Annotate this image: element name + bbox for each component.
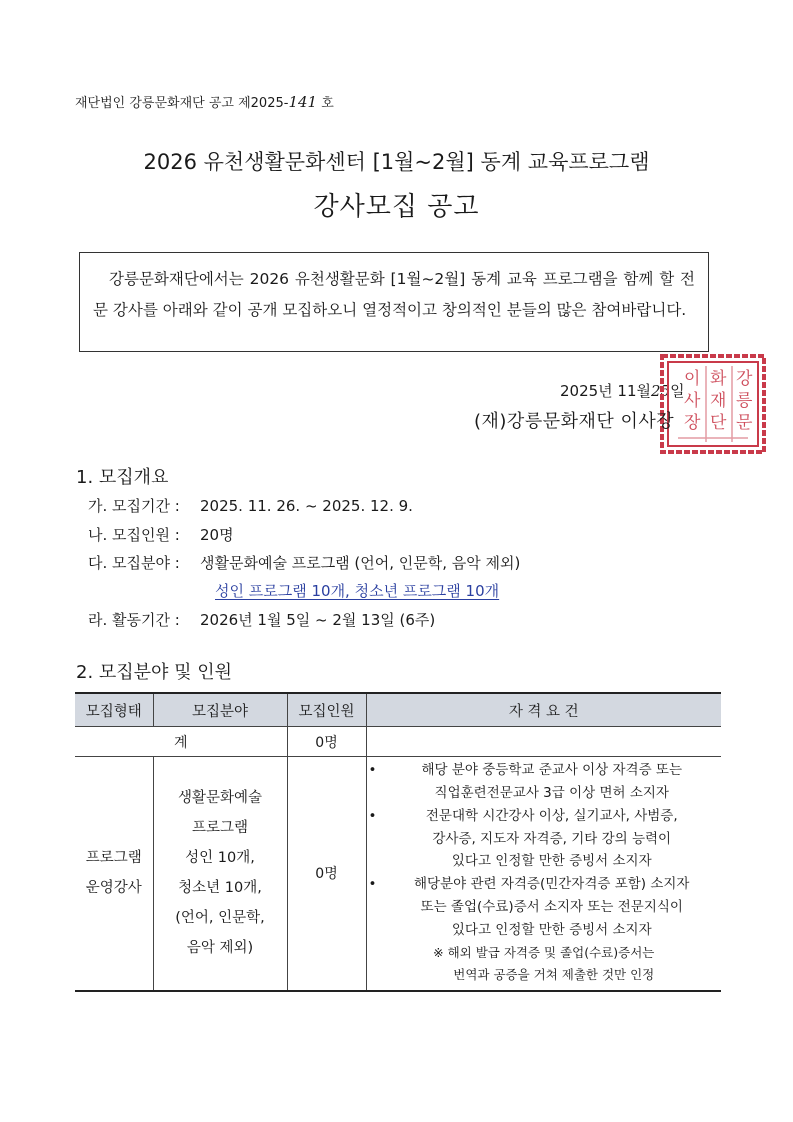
col-header-count: 모집인원 (287, 693, 366, 727)
svg-text:재: 재 (710, 391, 727, 411)
notice-number-handwritten: 141 (288, 93, 318, 111)
table-header-row (75, 693, 721, 727)
col-header-qualifications: 자 격 요 건 (366, 693, 721, 727)
title-line1: 2026 유천생활문화센터 [1월~2월] 동계 교육프로그램 (143, 150, 650, 174)
qualifications (366, 757, 721, 991)
total-qualifications (366, 727, 721, 757)
qualification-note-detail: 번역과 공증을 거쳐 제출한 것만 인정 (453, 967, 655, 983)
svg-text:사: 사 (684, 391, 701, 411)
svg-text:이: 이 (684, 369, 701, 389)
svg-text:문: 문 (736, 413, 753, 433)
svg-text:강: 강 (736, 369, 753, 389)
svg-text:릉: 릉 (736, 391, 753, 411)
qualification-note: ※ 해외 발급 자격증 및 졸업(수료)증서는 (433, 944, 655, 960)
overview-period: 가. 모집기간 : 2025. 11. 26. ~ 2025. 12. 9. (88, 497, 413, 515)
intro-box (79, 252, 709, 352)
organization-signature: (재)강릉문화재단 이사장 (474, 411, 675, 432)
svg-text:장: 장 (684, 413, 701, 433)
col-header-field: 모집분야 (153, 693, 287, 727)
overview-count: 나. 모집인원 : 20명 (88, 526, 234, 544)
qualification-item: • 전문대학 시간강사 이상, 실기교사, 사범증, 강사증, 지도자 자격증, 기타 강의 능력이 있다고 인정할 만한 증빙서 소지자 (367, 805, 722, 873)
total-label: 계 (75, 727, 287, 757)
date-handwritten-day: 25 (651, 382, 671, 400)
qualification-item: • 해당분야 관련 자격증(민간자격증 포함) 소지자 또는 졸업(수료)증서 소지자 또는 전문지식이 있다고 인정할 만한 증빙서 소지자 (367, 873, 722, 941)
total-count: 0명 (287, 727, 366, 757)
page-title: 강사모집 공고 (313, 192, 480, 222)
table-row (75, 757, 721, 991)
qualification-item: • 해당 분야 중등학교 준교사 이상 자격증 또는 직업훈련전문교사 3급 이상 면허 소지자 (367, 759, 722, 805)
overview-field: 다. 모집분야 : 생활문화예술 프로그램 (언어, 인문학, 음악 제외) (88, 554, 521, 572)
recruit-field: 생활문화예술 프로그램 성인 10개, 청소년 10개, (언어, 인문학, 음악 제외) (153, 757, 287, 991)
official-seal-icon (658, 352, 768, 456)
intro-text: 강릉문화재단에서는 2026 유천생활문화 [1월~2월] 동계 교육 프로그램을 함께 할 전문 강사를 아래와 같이 공개 모집하오니 열정적이고 창의적인 분들의 많은 참여바랍니다. (93, 270, 695, 319)
recruit-type: 프로그램 운영강사 (75, 757, 153, 991)
col-header-type: 모집형태 (75, 693, 153, 727)
table-total-row (75, 727, 721, 757)
overview-activity-period: 라. 활동기간 : 2026년 1월 5일 ~ 2월 13일 (6주) (88, 611, 436, 629)
notice-number: 재단법인 강릉문화재단 공고 제2025-141 호 (75, 93, 334, 111)
svg-text:단: 단 (710, 413, 727, 433)
recruitment-table (75, 692, 721, 992)
overview-field-detail: 성인 프로그램 10개, 청소년 프로그램 10개 (215, 582, 500, 600)
svg-text:화: 화 (710, 369, 727, 389)
section2-heading: 2. 모집분야 및 인원 (76, 662, 233, 683)
section1-heading: 1. 모집개요 (76, 467, 169, 488)
recruit-count: 0명 (287, 757, 366, 991)
notice-date: 2025년 11월25일 (560, 382, 685, 400)
